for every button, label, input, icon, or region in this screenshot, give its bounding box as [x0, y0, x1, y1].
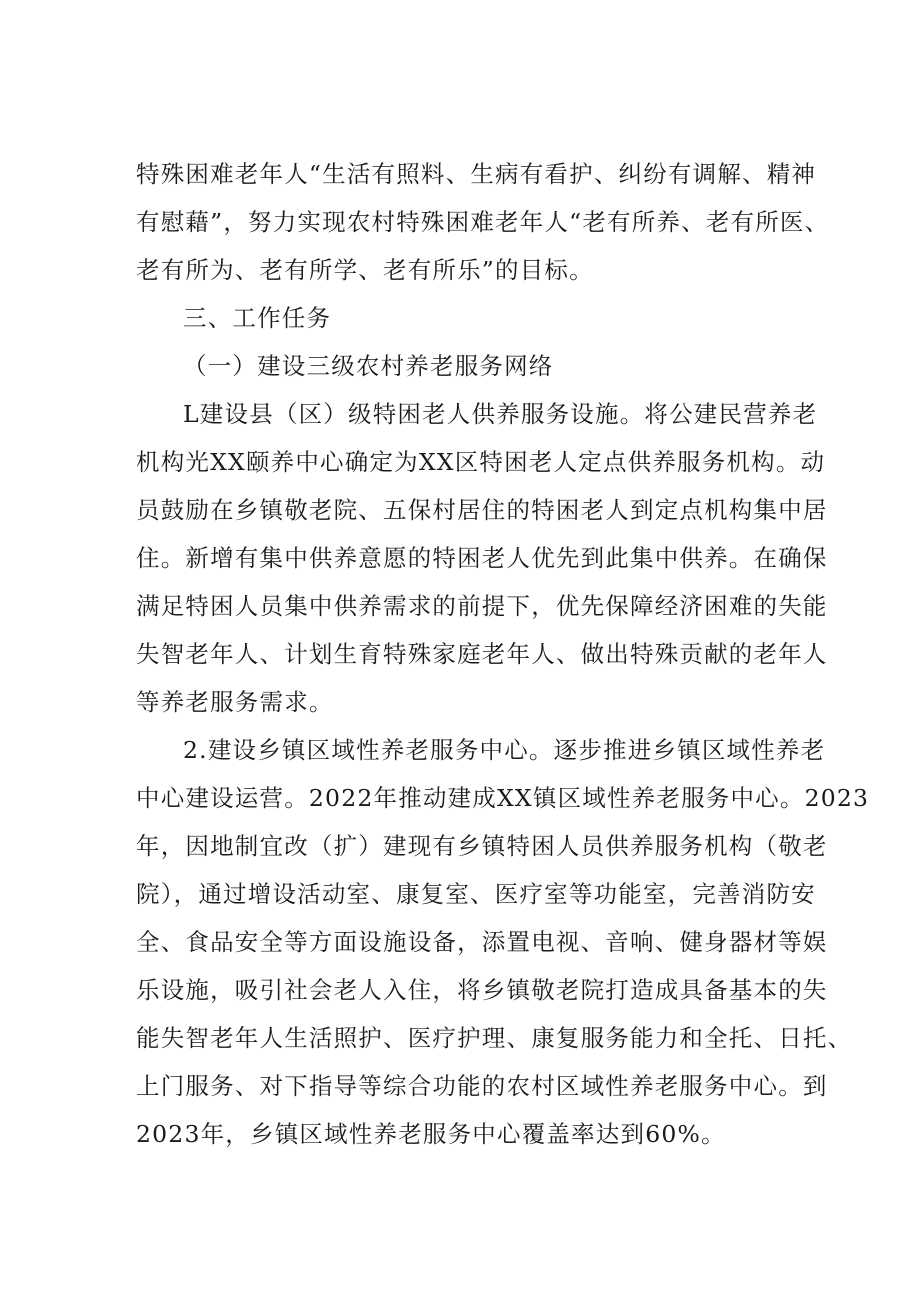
paragraph-line: 等养老服务需求。 [136, 688, 334, 716]
paragraph-line: 特殊困难老年人“生活有照料、生病有看护、纠纷有调解、精神 [136, 160, 817, 188]
paragraph-line: 能失智老年人生活照护、医疗护理、康复服务能力和全托、日托、 [136, 1024, 853, 1052]
paragraph-line: 有慰藉”，努力实现农村特殊困难老年人“老有所养、老有所医、 [136, 208, 830, 236]
paragraph-line: 乐设施，吸引社会老人入住，将乡镇敬老院打造成具备基本的失 [136, 976, 828, 1004]
paragraph-line: 年，因地制宜改（扩）建现有乡镇特困人员供养服务机构（敬老 [136, 832, 828, 860]
paragraph-line: 中心建设运营。2022年推动建成XX镇区域性养老服务中心。2023 [136, 784, 870, 812]
paragraph-line: 2023年，乡镇区域性养老服务中心覆盖率达到60%。 [136, 1120, 726, 1148]
paragraph-line: 住。新增有集中供养意愿的特困老人优先到此集中供养。在确保 [136, 544, 828, 572]
paragraph-line: L建设县（区）级特困老人供养服务设施。将公建民营养老 [183, 400, 818, 428]
paragraph-line: 老有所为、老有所学、老有所乐”的目标。 [136, 256, 594, 284]
paragraph-line: 上门服务、对下指导等综合功能的农村区域性养老服务中心。到 [136, 1072, 828, 1100]
paragraph-line: 失智老年人、计划生育特殊家庭老年人、做出特殊贡献的老年人 [136, 640, 828, 668]
paragraph-line: 满足特困人员集中供养需求的前提下，优先保障经济困难的失能 [136, 592, 828, 620]
paragraph-line: 2.建设乡镇区域性养老服务中心。逐步推进乡镇区域性养老 [183, 736, 826, 764]
paragraph-line: 全、食品安全等方面设施设备，添置电视、音响、健身器材等娱 [136, 928, 828, 956]
subsection-heading: （一）建设三级农村养老服务网络 [183, 352, 554, 380]
paragraph-line: 员鼓励在乡镇敬老院、五保村居住的特困老人到定点机构集中居 [136, 496, 828, 524]
section-heading: 三、工作任务 [183, 304, 332, 332]
paragraph-line: 机构光XX颐养中心确定为XX区特困老人定点供养服务机构。动 [136, 448, 826, 476]
paragraph-line: 院），通过增设活动室、康复室、医疗室等功能室，完善消防安 [136, 880, 816, 908]
